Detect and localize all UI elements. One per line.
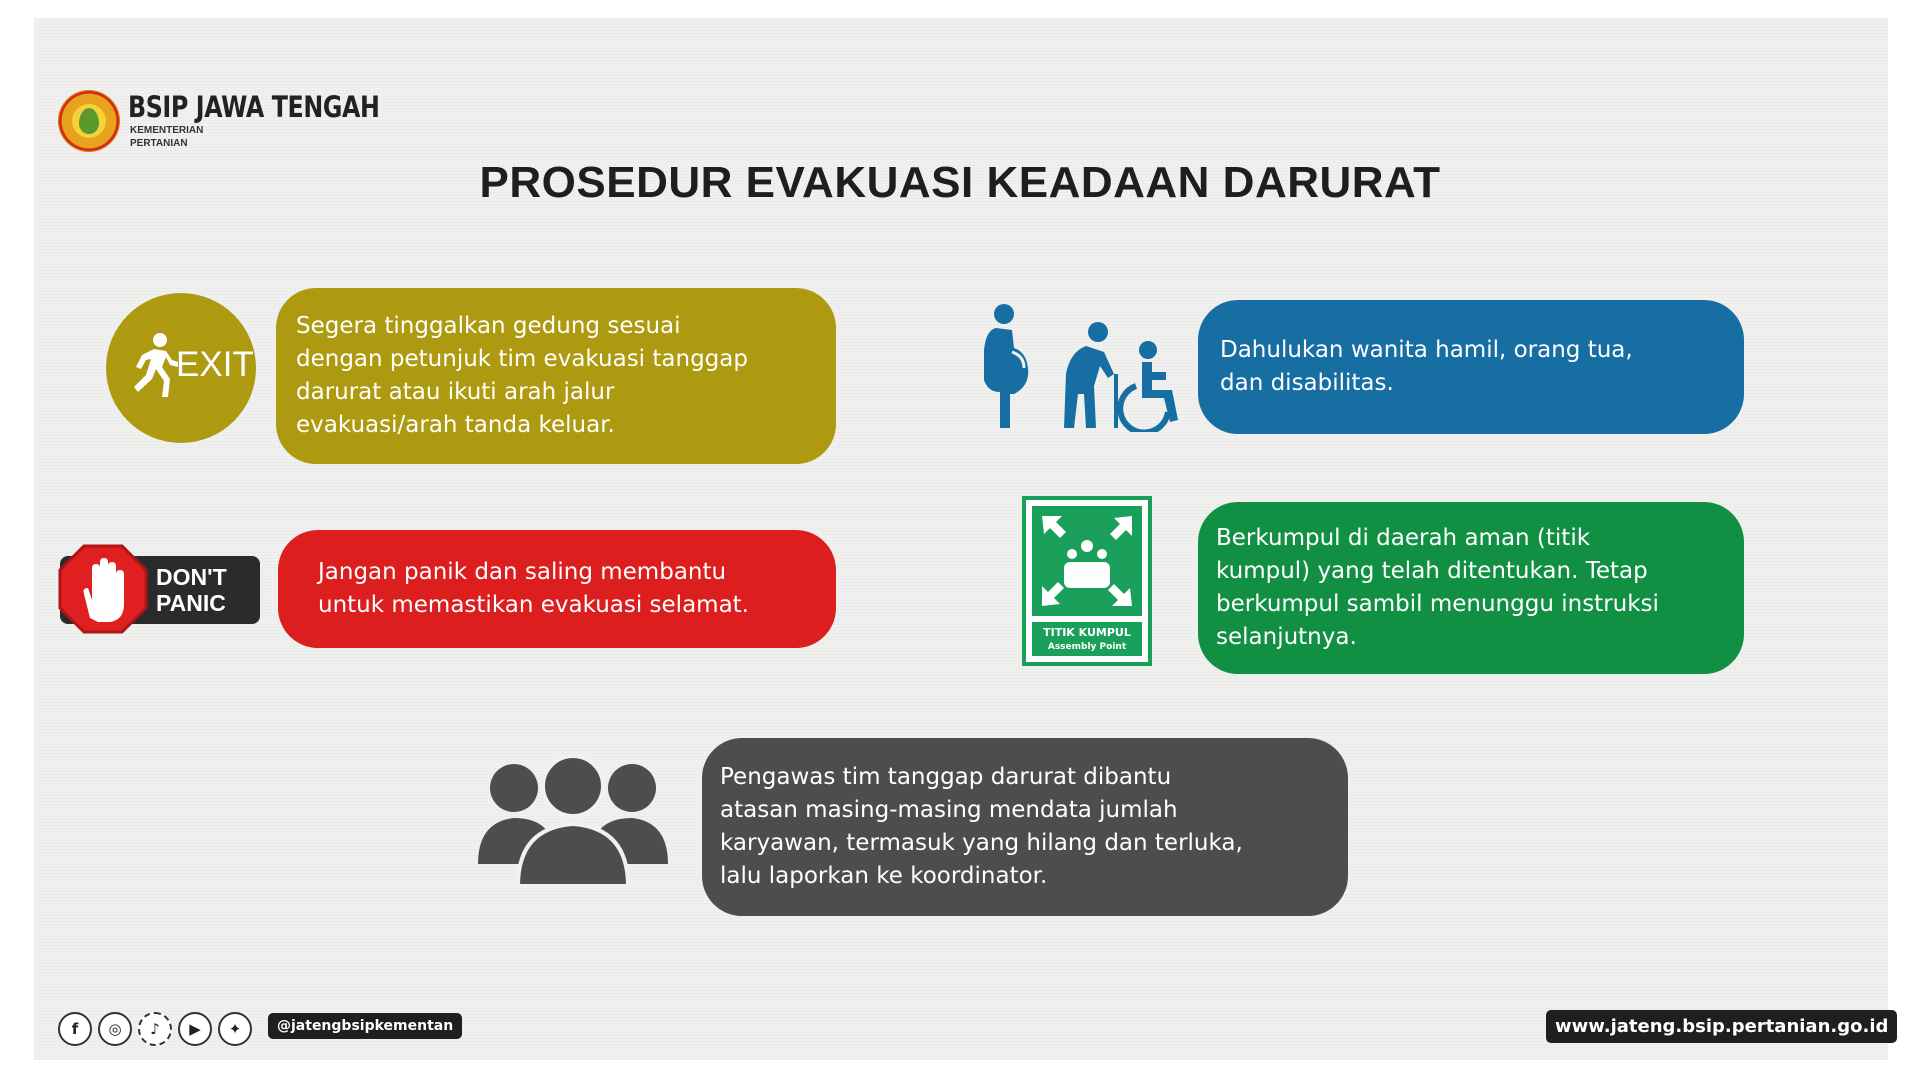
facebook-icon[interactable]: f: [58, 1012, 92, 1046]
assembly-point-icon: [1022, 496, 1152, 666]
step-1-line-3: darurat atau ikuti arah jalur: [296, 379, 615, 405]
logo-subtitle-line2: PERTANIAN: [130, 138, 188, 149]
tiktok-icon[interactable]: ♪: [138, 1012, 172, 1046]
step-4-line-2: kumpul) yang telah ditentukan. Tetap: [1216, 558, 1648, 584]
step-5-line-2: atasan masing-masing mendata jumlah: [720, 797, 1178, 823]
dont-panic-line2: PANIC: [156, 590, 226, 616]
assembly-label-line2: Assembly Point: [1047, 642, 1127, 652]
step-2-line-2: dan disabilitas.: [1220, 370, 1394, 396]
social-icons: [58, 1012, 252, 1046]
step-5-line-3: karyawan, termasuk yang hilang dan terluka,: [720, 830, 1243, 856]
logo-subtitle-line1: KEMENTERIAN: [130, 125, 204, 136]
step-1-line-4: evakuasi/arah tanda keluar.: [296, 412, 615, 438]
step-1-line-2: dengan petunjuk tim evakuasi tanggap: [296, 346, 748, 372]
step-2-line-1: Dahulukan wanita hamil, orang tua,: [1220, 337, 1633, 363]
step-card-5: [702, 738, 1348, 916]
step-card-2: [1198, 300, 1744, 434]
step-card-1: [276, 288, 836, 464]
step-card-3: [278, 530, 836, 648]
step-4-line-3: berkumpul sambil menunggu instruksi: [1216, 591, 1659, 617]
step-4-line-4: selanjutnya.: [1216, 624, 1357, 650]
social-handle[interactable]: @jatengbsipkementan: [268, 1013, 462, 1039]
exit-label: EXIT: [176, 345, 254, 384]
dont-panic-text: [156, 564, 227, 616]
running-man-icon: [126, 331, 178, 401]
assembly-point-label: [1032, 622, 1142, 656]
gathering-people-icon: [1032, 506, 1142, 616]
step-3-line-2: untuk memastikan evakuasi selamat.: [318, 592, 749, 618]
group-people-icon: [478, 752, 668, 886]
ministry-seal-logo: [58, 90, 120, 152]
step-5-line-1: Pengawas tim tanggap darurat dibantu: [720, 764, 1172, 790]
dont-panic-stop-hand-icon: [58, 544, 148, 634]
dont-panic-line1: DON'T: [156, 564, 227, 590]
assembly-label-line1: TITIK KUMPUL: [1043, 626, 1131, 639]
step-5-line-4: lalu laporkan ke koordinator.: [720, 863, 1048, 889]
pregnant-elderly-wheelchair-icon: [974, 302, 1180, 432]
logo-title: BSIP JAWA TENGAH: [128, 90, 380, 124]
assembly-pictogram: [1032, 506, 1142, 616]
page-title: PROSEDUR EVAKUASI KEADAAN DARURAT: [479, 158, 1441, 207]
step-4-line-1: Berkumpul di daerah aman (titik: [1216, 525, 1591, 551]
website-link[interactable]: www.jateng.bsip.pertanian.go.id: [1546, 1010, 1897, 1043]
step-1-line-1: Segera tinggalkan gedung sesuai: [296, 313, 681, 339]
logo-subtitle: [130, 124, 203, 150]
youtube-icon[interactable]: ▶: [178, 1012, 212, 1046]
twitter-icon[interactable]: ✦: [218, 1012, 252, 1046]
step-card-4: [1198, 502, 1744, 674]
step-3-line-1: Jangan panik dan saling membantu: [318, 559, 727, 585]
instagram-icon[interactable]: ◎: [98, 1012, 132, 1046]
exit-running-man-icon: [106, 293, 256, 443]
